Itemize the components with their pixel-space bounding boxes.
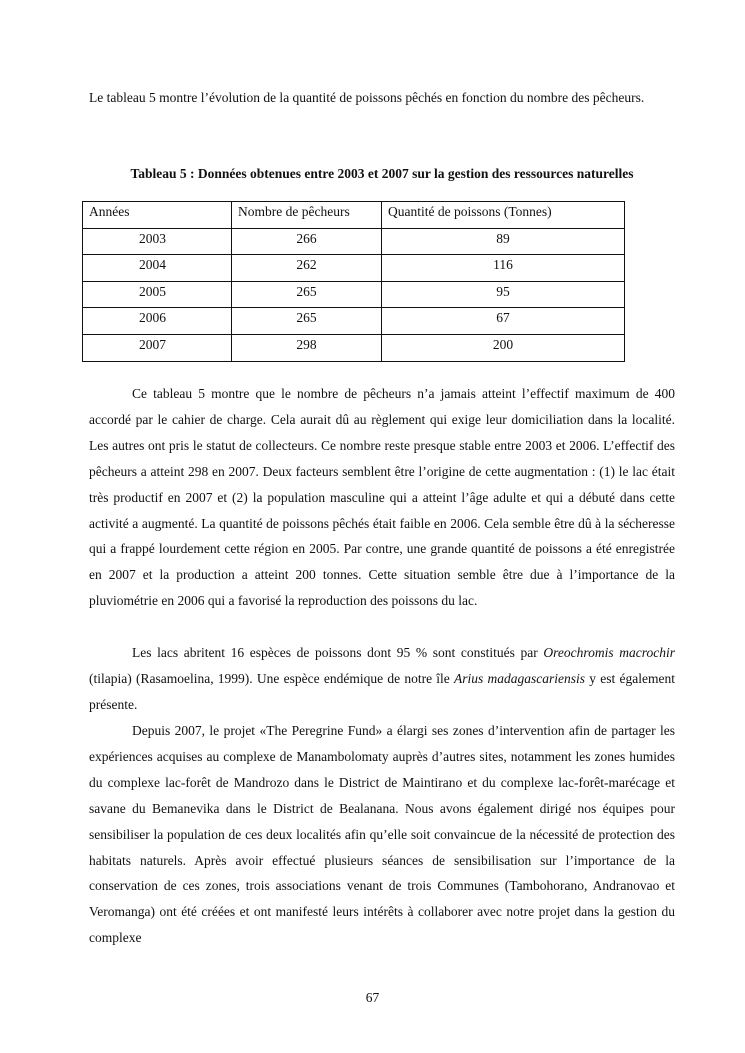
cell-quantity: 200 [382, 334, 625, 361]
cell-year: 2006 [83, 308, 232, 335]
cell-fishers: 266 [232, 228, 382, 255]
page-number: 67 [365, 990, 380, 1005]
species-name-arius: Arius madagascariensis [454, 670, 586, 686]
cell-fishers: 265 [232, 281, 382, 308]
cell-year: 2007 [83, 334, 232, 361]
intro-paragraph: Le tableau 5 montre l’évolution de la quantité de poissons pêchés en fonction du nombre des pêcheurs. [89, 90, 645, 105]
cell-year: 2004 [83, 255, 232, 282]
header-years: Années [83, 202, 232, 229]
table-row [83, 255, 625, 282]
header-fish-quantity: Quantité de poissons (Tonnes) [382, 202, 625, 229]
species-text-1: Les lacs abritent 16 espèces de poissons dont 95 % sont constitués par [132, 645, 544, 660]
cell-quantity: 67 [382, 308, 625, 335]
table-row [83, 281, 625, 308]
header-fishers: Nombre de pêcheurs [232, 202, 382, 229]
body-paragraph-project: Depuis 2007, le projet «The Peregrine Fund» a élargi ses zones d’intervention afin de partager les expériences acquises au complexe de Manambolomaty auprès d’autres sites, notamment les zones humides du complexe lac-forêt de Mandrozo dans le District de Maintirano et du complexe lac-forêt-marécage et savane du Bemanevika dans le District de Bealanana. Nous avons également dirigé nos équipes pour sensibiliser la population de ces deux localités afin qu’elle soit convaincue de la nécessité de protection des habitats naturels. Après avoir effectué plusieurs séances de sensibilisation sur l’importance de la conservation de ces zones, trois associations venant de trois Communes (Tambohorano, Andranovao et Veromanga) ont été créées et ont manifesté leurs intérêts à collaborer avec notre projet dans la gestion du complexe [89, 723, 675, 946]
table-header-row [83, 202, 625, 229]
table-row [83, 228, 625, 255]
species-name-oreochromis: Oreochromis macrochir [543, 645, 675, 660]
cell-fishers: 265 [232, 308, 382, 335]
data-table [82, 201, 625, 362]
cell-quantity: 116 [382, 255, 625, 282]
cell-quantity: 95 [382, 281, 625, 308]
cell-year: 2005 [83, 281, 232, 308]
cell-quantity: 89 [382, 228, 625, 255]
cell-year: 2003 [83, 228, 232, 255]
body-paragraph-fishers: Ce tableau 5 montre que le nombre de pêcheurs n’a jamais atteint l’effectif maximum de 400 accordé par le cahier de charge. Cela aurait dû au règlement qui exige leur domiciliation dans la localité. Les autres ont pris le statut de collecteurs. Ce nombre reste presque stable entre 2003 et 2006. L’effectif des pêcheurs a atteint 298 en 2007. Deux facteurs semblent être l’origine de cette augmentation : (1) le lac était très productif en 2007 et (2) la population masculine qui a atteint l’âge adulte et qui a débuté dans cette activité a augmenté. La quantité de poissons pêchés était faible en 2006. Cela semble être dû à la sécheresse qui a frappé lourdement cette région en 2005. Par contre, une grande quantité de poissons a été enregistrée en 2007 et la production a atteint 200 tonnes. Cette situation semble être due à l’importance de la pluviométrie en 2006 qui a favorisé la reproduction des poissons du lac. [89, 386, 675, 609]
table-row [83, 334, 625, 361]
species-text-3: y est également présente. [89, 670, 675, 712]
body-paragraph-species [89, 640, 675, 718]
cell-fishers: 298 [232, 334, 382, 361]
table-caption: Tableau 5 : Données obtenues entre 2003 et 2007 sur la gestion des ressources naturelles [130, 166, 634, 181]
cell-fishers: 262 [232, 255, 382, 282]
table-row [83, 308, 625, 335]
species-text-2: (tilapia) (Rasamoelina, 1999). Une espèce endémique de notre île [89, 670, 455, 686]
